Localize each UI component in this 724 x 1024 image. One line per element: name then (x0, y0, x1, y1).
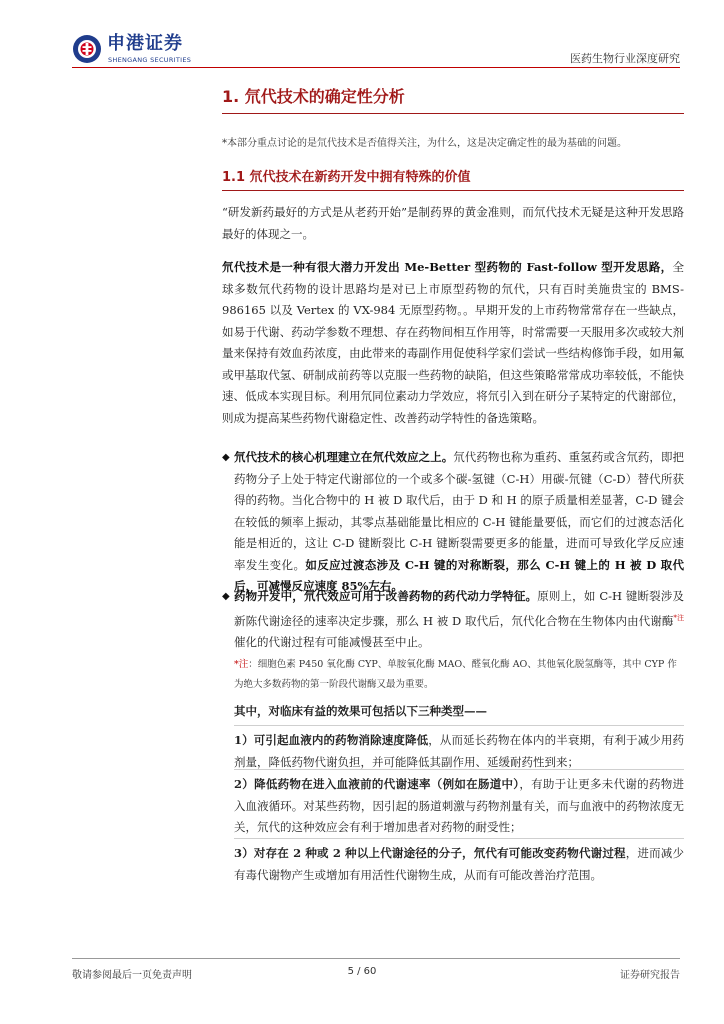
effect-lead: 2）降低药物在进入血液前的代谢速率（例如在肠道中） (234, 777, 520, 791)
brand-name-english: SHENGANG SECURITIES (108, 56, 192, 64)
bullet-body-continued: 催化的代谢过程有可能减慢甚至中止。 (234, 634, 430, 649)
effect-body: ，从而延长药物在体内的半衰期，有利于减少用药剂量，降低药物代谢负担，并可能降低其副作用、延缓耐药性到来； (234, 733, 685, 769)
footer-divider (72, 958, 680, 959)
bullet-item (222, 447, 684, 598)
section-title: 1. 氘代技术的确定性分析 (222, 87, 405, 106)
footnote-marker: *注 (234, 659, 249, 670)
effects-divider (234, 725, 684, 726)
disclaimer-note: 敬请参阅最后一页免责声明 (72, 970, 192, 981)
footnote-text: ：细胞色素 P450 氧化酶 CYP、单胺氧化酶 MAO、醛氧化酶 AO、其他氧化脱氢酶等，其中 CYP 作为绝大多数药物的第一阶段代谢酶又最为重要。 (234, 659, 677, 690)
effect-lead: 1）可引起血液内的药物消除速度降低 (234, 733, 429, 747)
page-header (0, 0, 724, 70)
bullet-item (222, 586, 685, 653)
section-note: *本部分重点讨论的是氘代技术是否值得关注，为什么，这是决定确定性的最为基础的问题。 (222, 138, 627, 149)
effects-intro-text: 其中，对临床有益的效果可包括以下三种类型—— (234, 704, 487, 718)
bullet-tail: 如反应过渡态涉及 C-H 键的对称断裂，那么 C-H 键上的 H 被 D 取代后，可减慢反应速度 85%左右。 (234, 557, 684, 593)
document-type: 证券研究报告 (620, 970, 680, 981)
footnote-reference: *注 (673, 613, 684, 622)
shengang-logo-icon (72, 34, 102, 64)
bullet-lead: 氘代技术的核心机理建立在氘代效应之上。 (234, 450, 454, 464)
header-divider (72, 67, 680, 68)
brand-name: 申港证券 (107, 33, 183, 54)
effect-item (234, 730, 684, 773)
effect-item (234, 774, 684, 839)
effect-lead: 3）对存在 2 种或 2 种以上代谢途径的分子，氘代有可能改变药物代谢过程 (234, 846, 626, 860)
effect-body: ，有助于让更多未代谢的药物进入血液循环。对某些药物，因引起的肠道刺激与药物剂量有关，而与血液中的药物浓度无关，氘代的这种效应会有利于增加患者对药物的耐受性； (234, 777, 685, 834)
effect-item (234, 843, 684, 886)
section-title-rule (222, 113, 684, 114)
effects-divider (234, 838, 684, 839)
paragraph-fast-follow (222, 257, 684, 429)
effects-intro (234, 701, 684, 723)
diamond-bullet-icon: ◆ (222, 591, 230, 602)
bullet-lead: 药物开发中，氘代效应可用于改善药物的药代动力学特征。 (234, 589, 538, 603)
report-category: 医药生物行业深度研究 (570, 52, 680, 65)
bullet-body: 原则上，如 C-H 键断裂涉及新陈代谢途径的速率决定步骤，那么 H 被 D 取代后，氘代化合物在生物体内由代谢酶 (234, 589, 685, 628)
bullet-body: 氘代药物也称为重药、重氢药或含氘药，即把药物分子上处于特定代谢部位的一个或多个碳-氢键（C-H）用碳-氘键（C-D）替代所获得的药物。当化合物中的 H 被 D 取代后，由于 D 和 H 的原子质量相差显著，C-D 键会在较低的频率上振动，其零点基础能量比相应的 C-H 键能量要低，而它们的过渡态活化能是相近的，这让 C-D 键断裂比 C-H 键断裂需要更多的能量，进而可导致化学反应速率发生变化。 (234, 450, 684, 572)
paragraph-lead-bold: 氘代技术是一种有很大潜力开发出 Me-Better 型药物的 Fast-follow 型开发思路， (222, 260, 673, 274)
paragraph-intro: “研发新药最好的方式是从老药开始”是制药界的黄金准则，而氘代技术无疑是这种开发思路最好的体现之一。 (222, 205, 684, 241)
subsection-title: 1.1 氘代技术在新药开发中拥有特殊的价值 (222, 170, 471, 185)
effect-body: ，进而减少有毒代谢物产生或增加有用活性代谢物生成，从而有可能改善治疗范围。 (234, 846, 684, 882)
paragraph-body: 全球多数氘代药物的设计思路均是对已上市原型药物的氘代，只有百时美施贵宝的 BMS-986165 以及 Vertex 的 VX-984 无原型药物。。早期开发的上市药物常常存在一些缺点，如易于代谢、药动学参数不理想、存在药物间相互作用等，时常需要一天服用多次或较大剂量来保持有效血药浓度，由此带来的毒副作用促使科学家们尝试一些结构修饰手段，如用氟或甲基取代氢、研制成前药等以克服一些药物的缺陷，但这些策略常常成功率较低，不能快速、低成本实现目标。利用氘同位素动力学效应，将氘引入到在研分子某特定的代谢部位，则成为提高某些药物代谢稳定性、改善药动学特性的备选策略。 (222, 260, 684, 425)
subsection-title-rule (222, 190, 684, 191)
diamond-bullet-icon: ◆ (222, 452, 230, 463)
footnote (234, 655, 684, 695)
effects-divider (234, 769, 684, 770)
page-number: 5 / 60 (347, 966, 377, 977)
